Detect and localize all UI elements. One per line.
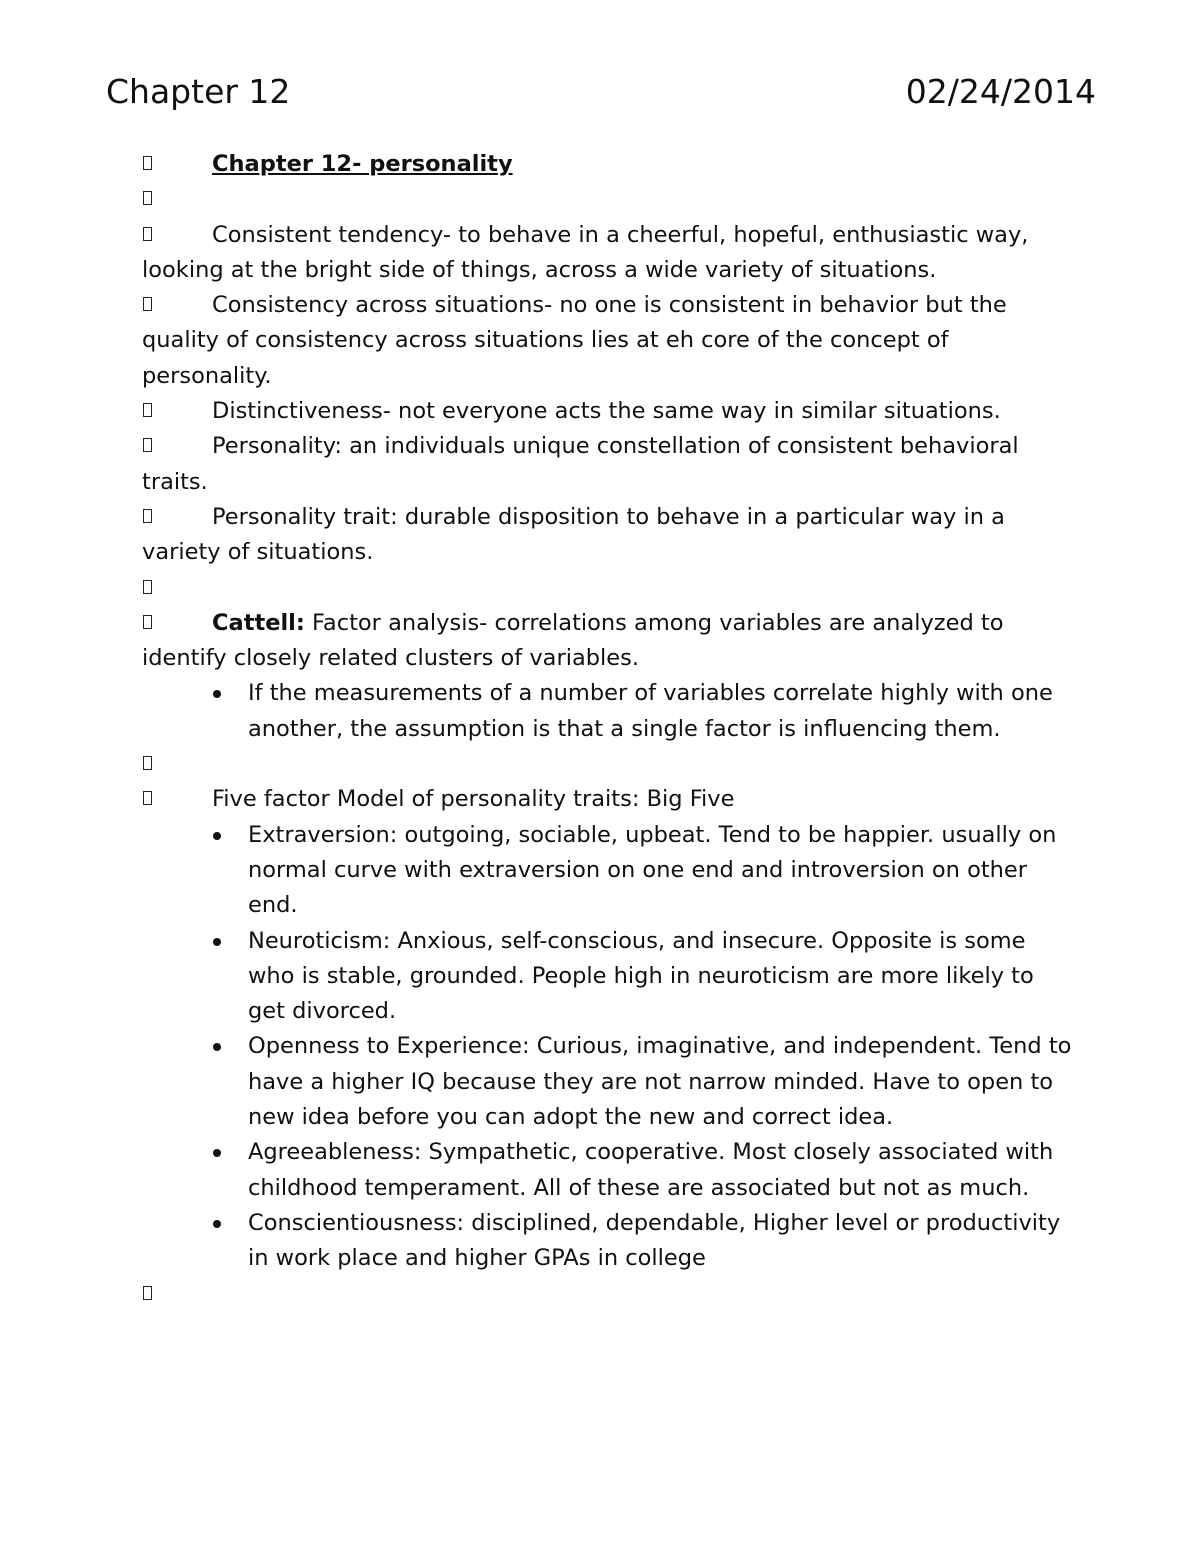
cattell-label: Cattell: bbox=[212, 609, 305, 636]
list-item-text: If the measurements of a number of variables correlate highly with one another, the assumption is that a single factor is influencing them. bbox=[248, 680, 1053, 742]
paragraph-text: Factor analysis- correlations among variables are analyzed to identify closely related clusters of variables. bbox=[142, 609, 1004, 672]
list-item bbox=[142, 676, 1072, 747]
header-title: Chapter 12 bbox=[106, 72, 291, 111]
bullet-icon bbox=[213, 832, 221, 840]
list-item-text: Conscientiousness: disciplined, dependable, Higher level or productivity in work place and higher GPAs in college bbox=[248, 1209, 1061, 1272]
header-date: 02/24/2014 bbox=[905, 72, 1096, 111]
paragraph-cattell bbox=[142, 606, 1072, 677]
missing-glyph-icon bbox=[142, 747, 212, 782]
list-item bbox=[142, 1206, 1072, 1277]
paragraph-text: Five factor Model of personality traits: Big Five bbox=[212, 786, 735, 813]
paragraph-text: Personality: an individuals unique constellation of consistent behavioral traits. bbox=[142, 433, 1019, 495]
empty-paragraph bbox=[142, 747, 1072, 782]
missing-glyph-icon bbox=[142, 394, 212, 429]
paragraph-text: Distinctiveness- not everyone acts the same way in similar situations. bbox=[212, 398, 1001, 425]
missing-glyph-icon bbox=[142, 218, 212, 253]
missing-glyph-icon bbox=[142, 500, 212, 535]
missing-glyph-icon bbox=[142, 288, 212, 323]
bullet-icon bbox=[213, 690, 221, 698]
big-five-bullet-list bbox=[142, 818, 1072, 1277]
bullet-icon bbox=[213, 1220, 221, 1228]
bullet-icon bbox=[213, 938, 221, 946]
list-item bbox=[142, 1135, 1072, 1206]
list-item bbox=[142, 818, 1072, 924]
paragraph-text: Consistency across situations- no one is consistent in behavior but the quality of consistency across situations lies at eh core of the concept of personality. bbox=[142, 292, 1007, 389]
empty-paragraph bbox=[142, 1277, 1072, 1312]
empty-paragraph bbox=[142, 571, 1072, 606]
list-item-text: Extraversion: outgoing, sociable, upbeat. Tend to be happier. usually on normal curve with extraversion on one end and introversion on other end. bbox=[248, 821, 1057, 919]
missing-glyph-icon bbox=[142, 182, 212, 217]
missing-glyph-icon bbox=[142, 606, 212, 641]
bullet-icon bbox=[213, 1149, 221, 1157]
document-body bbox=[142, 147, 1072, 1312]
paragraph-heading bbox=[142, 147, 1072, 182]
missing-glyph-icon bbox=[142, 782, 212, 817]
list-item bbox=[142, 924, 1072, 1030]
paragraph-big-five bbox=[142, 782, 1072, 817]
paragraph-personality-trait bbox=[142, 500, 1072, 571]
list-item-text: Openness to Experience: Curious, imaginative, and independent. Tend to have a higher IQ because they are not narrow minded. Have to open to new idea before you can adopt the new and correct idea. bbox=[248, 1033, 1072, 1131]
cattell-bullet-list bbox=[142, 676, 1072, 747]
bullet-icon bbox=[213, 1043, 221, 1051]
paragraph-distinctiveness bbox=[142, 394, 1072, 429]
missing-glyph-icon bbox=[142, 147, 212, 182]
paragraph-consistency bbox=[142, 288, 1072, 394]
page-header bbox=[106, 70, 1096, 114]
list-item bbox=[142, 1029, 1072, 1135]
paragraph-text: Personality trait: durable disposition to behave in a particular way in a variety of situations. bbox=[142, 503, 1005, 566]
missing-glyph-icon bbox=[142, 571, 212, 606]
list-item-text: Neuroticism: Anxious, self-conscious, and insecure. Opposite is some who is stable, grounded. People high in neuroticism are more likely to get divorced. bbox=[248, 927, 1034, 1025]
missing-glyph-icon bbox=[142, 1277, 212, 1312]
paragraph-personality bbox=[142, 429, 1072, 500]
empty-paragraph bbox=[142, 182, 1072, 217]
list-item-text: Agreeableness: Sympathetic, cooperative. Most closely associated with childhood temperament. All of these are associated but not as much. bbox=[248, 1139, 1054, 1201]
chapter-heading: Chapter 12- personality bbox=[212, 151, 513, 177]
missing-glyph-icon bbox=[142, 429, 212, 464]
paragraph-consistent-tendency bbox=[142, 218, 1072, 289]
paragraph-text: Consistent tendency- to behave in a cheerful, hopeful, enthusiastic way, looking at the bright side of things, across a wide variety of situations. bbox=[142, 221, 1029, 283]
